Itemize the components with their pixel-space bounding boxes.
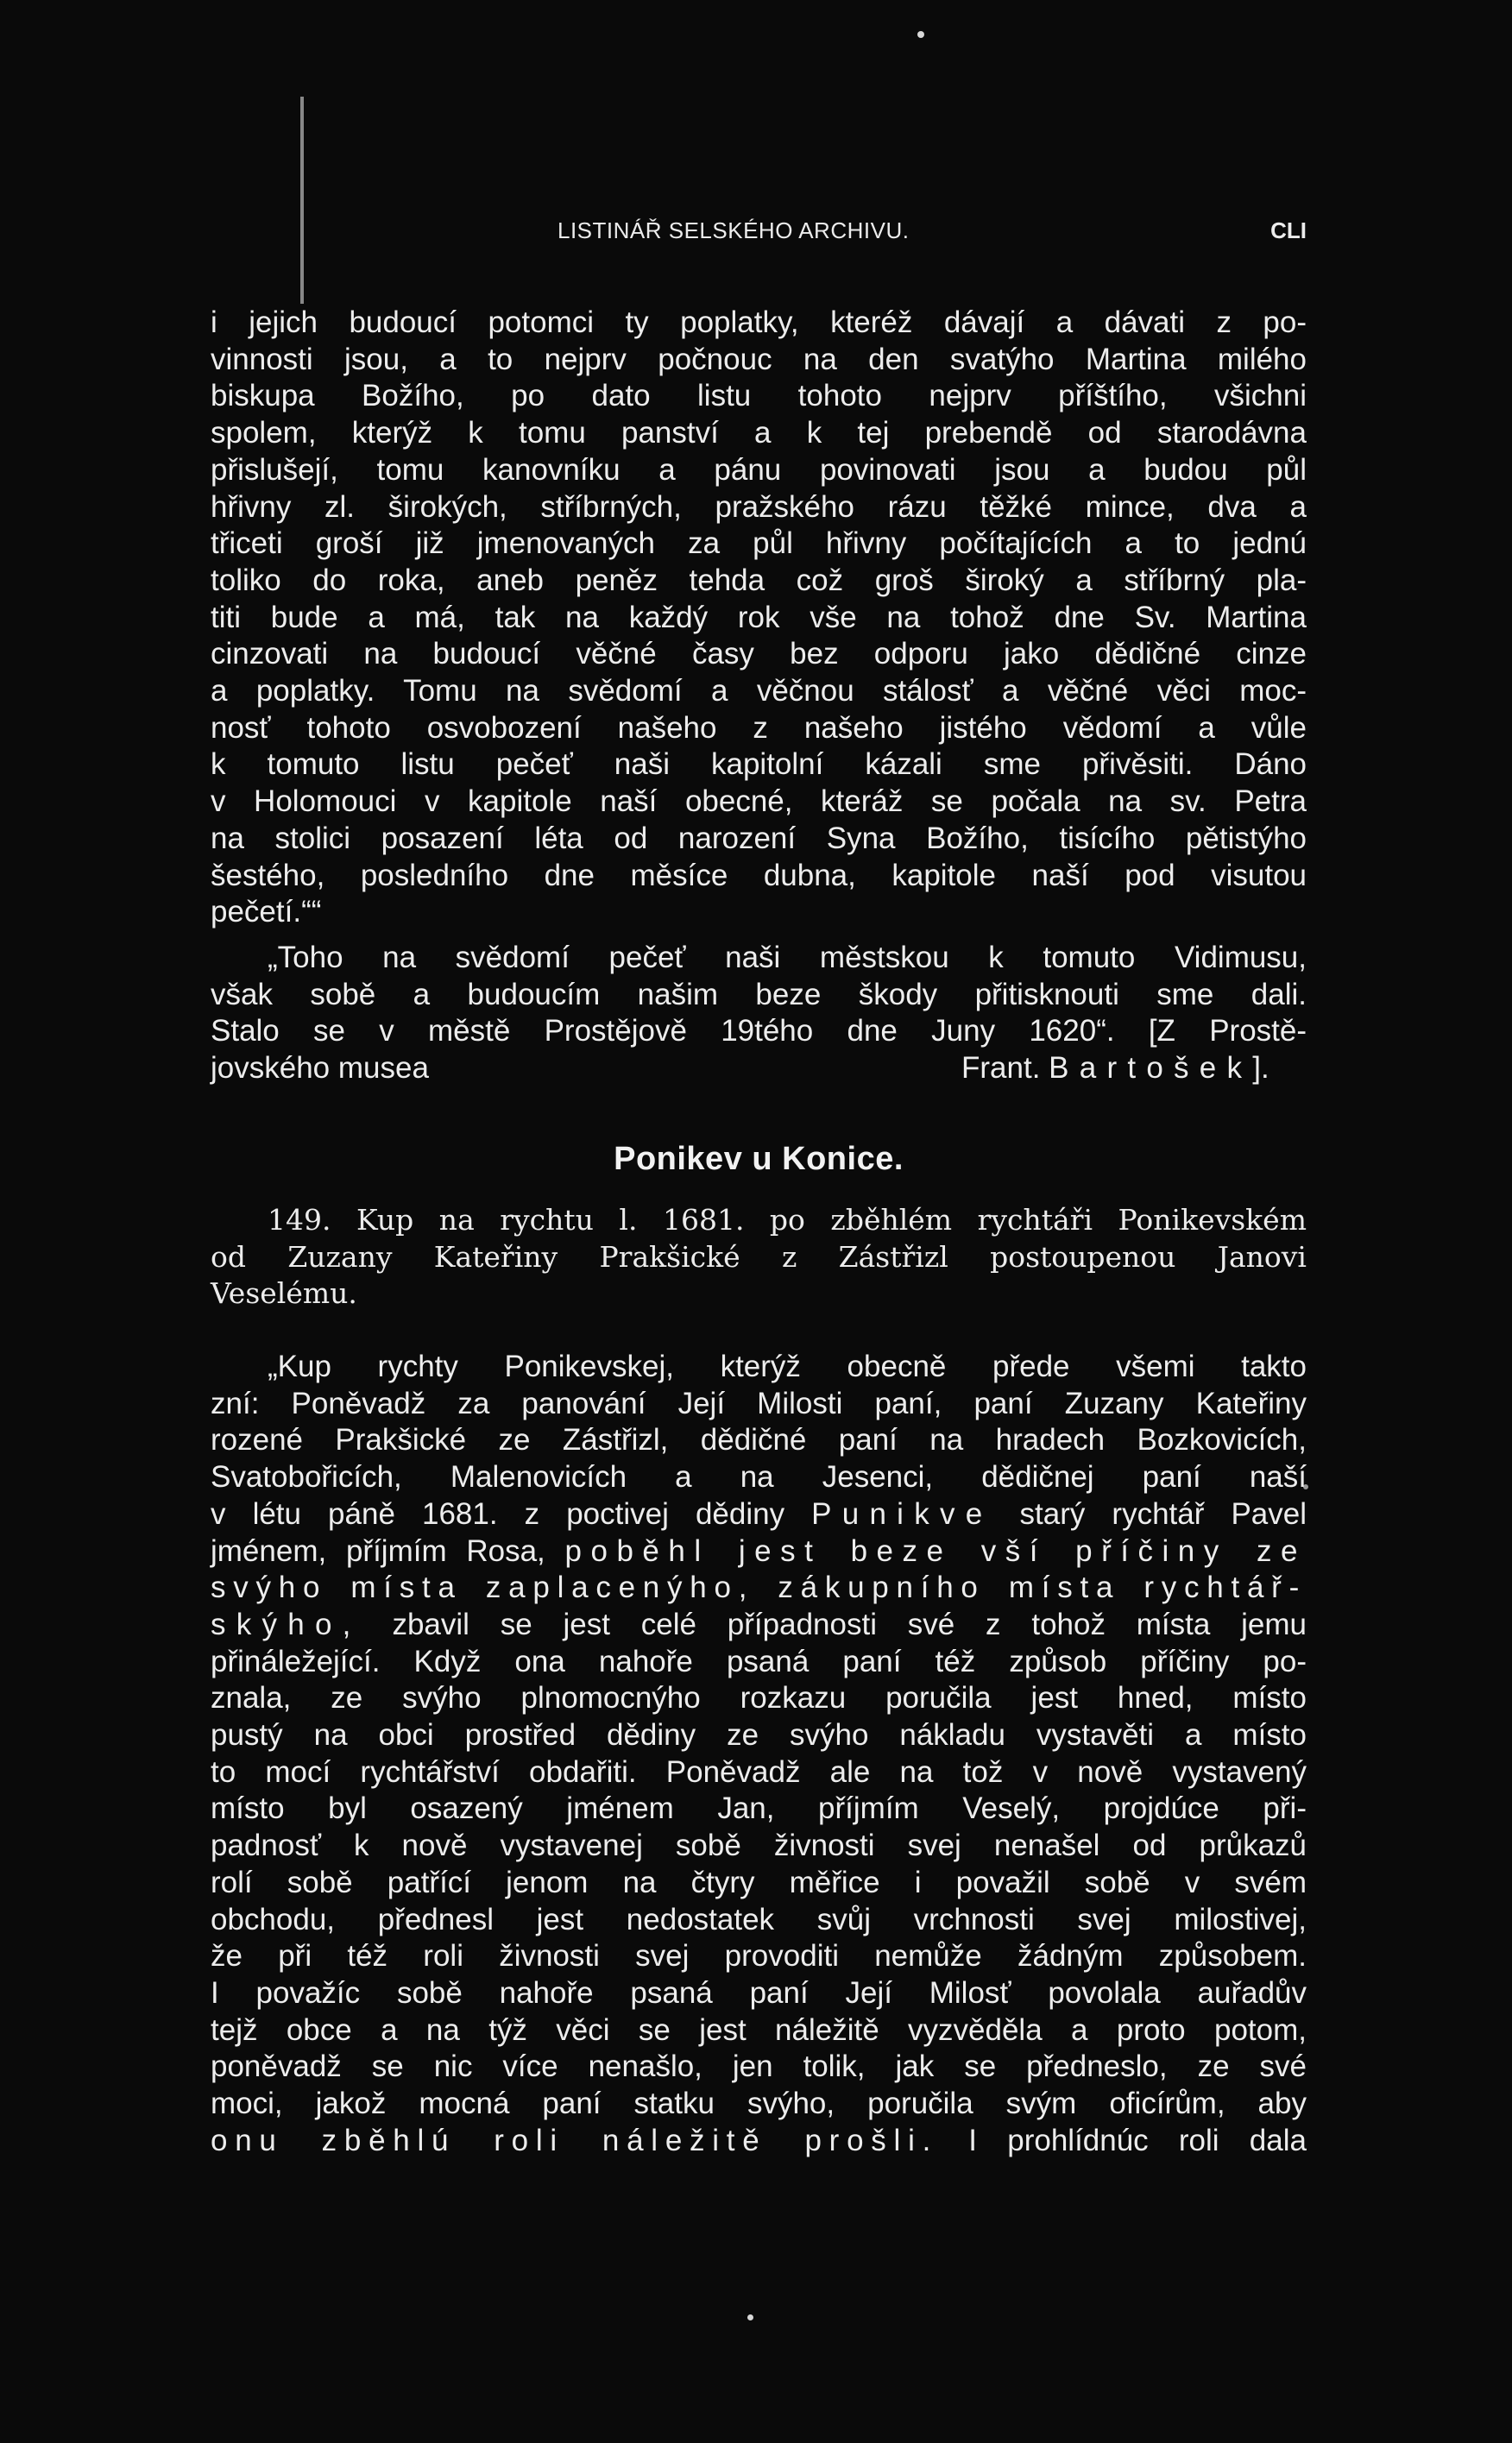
text-line: moci, jakož mocná paní statku svýho, poručila svým oficírům, aby [211,2087,1307,2121]
text-line: Svatobořicích, Malenovicích a na Jesenci, dědičnej paní naší [211,1460,1307,1495]
text-line: pustý na obci prostřed dědiny ze svýho nákladu vystavěti a místo [211,1718,1307,1753]
paragraph-charter-continuation [211,305,1307,931]
paragraph-kup-rychty [211,1349,1307,2159]
text-line: „Kup rychty Ponikevskej, kterýž obecně přede všemi takto [268,1350,1307,1383]
running-header [211,217,1307,249]
text-line: třiceti groší již jmenovaných za půl hřivny počítajících a to jednú [211,526,1307,561]
ink-speck [747,2314,753,2320]
text-line: hřivny zl. širokých, stříbrných, pražského rázu těžké mince, dva a [211,489,1307,524]
text-segment: starý rychtář Pavel [1019,1496,1307,1531]
text-line: místo byl osazený jménem Jan, příjmím Veselý, projdúce při- [211,1791,1307,1826]
text-line: a poplatky. Tomu na svědomí a věčnou stálosť a věčné věci moc- [211,674,1307,708]
text-line: padnosť k nově vystavenej sobě živnosti svej nenašel od průkazů [211,1829,1307,1863]
text-line: přináležející. Když ona nahoře psaná paní též způsob příčiny po- [211,1644,1307,1678]
margin-rule [300,97,304,304]
text-line: přislušejí, tomu kanovníku a pánu povinovati jsou a budou půl [211,452,1307,487]
spaced-phrase: onu zběhlú roli náležitě prošli. [211,2123,939,2157]
text-line: spolem, kterýž k tomu panství a k tej prebendě od starodávna [211,416,1307,450]
text-line [211,1496,1307,1533]
text-line: poněvadž se nic více nenašlo, jen tolik, jak se předneslo, ze své [211,2049,1307,2084]
text-line: nosť tohoto osvobození našeho z našeho jistého vědomí a vůle [211,710,1307,745]
text-line: pečetí.““ [211,895,322,929]
text-line: že při též roli živnosti svej provoditi nemůže žádným způsobem. [211,1939,1307,1974]
text-segment: zbavil se jest celé případnosti své z tohož místa jemu [392,1607,1307,1641]
section-heading: Ponikev u Konice. [614,1141,904,1177]
text-segment: v létu páně 1681. z poctivej dědiny [211,1496,785,1531]
signature-surname: Bartošek [1049,1051,1253,1086]
entry-number: 149. [268,1203,331,1237]
text-line: I považíc sobě nahoře psaná paní Její Milosť povolala auřadův [211,1975,1307,2010]
text-line: titi bude a má, tak na každý rok vše na tohož dne Sv. Martina [211,600,1307,634]
text-line: k tomuto listu pečeť naši kapitolní kázali sme přivěsiti. Dáno [211,747,1307,782]
text-segment: jménem, příjmím Rosa, [211,1533,545,1568]
text-line: v Holomouci v kapitole naší obecné, kteráž se počala na sv. Petra [211,784,1307,819]
entry-line: Veselému. [211,1276,357,1310]
text-line: to mocí rychtářství obdařiti. Poněvadž ale na tož v nově vystavený [211,1754,1307,1789]
text-line: šestého, posledního dne měsíce dubna, kapitole naší pod visutou [211,858,1307,892]
text-line: cinzovati na budoucí věčné časy bez odporu jako dědičné cinze [211,637,1307,671]
entry-149 [211,1202,1307,1313]
spaced-line: svýho místa zaplacenýho, zákupního místa rychtář- [211,1571,1307,1605]
text-line: i jejich budoucí potomci ty poplatky, kteréž dávají a dávati z po- [211,305,1307,339]
spaced-word: Punikve [811,1496,993,1531]
closing-bracket: ]. [1252,1051,1269,1086]
header-title: LISTINÁŘ SELSKÉHO ARCHIVU. [558,217,910,243]
text-line: však sobě a budoucím našim beze škody přitisknouti sme dali. [211,977,1307,1011]
spaced-word: skýho, [211,1607,362,1641]
text-line: rolí sobě patřící jenom na čtyry měřice i považil sobě v svém [211,1865,1307,1899]
page-number: CLI [1270,217,1307,243]
text-line: toliko do roka, aneb peněz tehda což groš široký a stříbrný pla- [211,563,1307,597]
entry-line [211,1202,1307,1239]
text-line [211,1607,1307,1644]
text-line: zní: Poněvadž za panování Její Milosti paní, paní Zuzany Kateřiny [211,1386,1307,1420]
signature [961,1050,1269,1087]
text-line: vinnosti jsou, a to nejprv počnouc na den svatýho Martina milého [211,342,1307,376]
ink-speck [917,31,924,38]
text-line: znala, ze svýho plnomocnýho rozkazu poručila jest hned, místo [211,1681,1307,1716]
source-note: jovského musea [211,1051,429,1086]
text-line: „Toho na svědomí pečeť naši městskou k tomuto Vidimusu, [268,941,1307,974]
text-line: na stolici posazení léta od narození Syna Božího, tisícího pětistýho [211,821,1307,855]
text-line: obchodu, přednesl jest nedostatek svůj vrchnosti svej milostivej, [211,1902,1307,1936]
paragraph-vidimus [211,940,1307,1087]
text-segment: I prohlídnúc roli dala [968,2123,1307,2157]
signature-first-name: Frant. [961,1051,1041,1086]
text-line: tejž obce a na týž věci se jest náležitě vyzvěděla a proto potom, [211,2012,1307,2047]
entry-line: od Zuzany Kateřiny Prakšické z Zástřizl postoupenou Janovi [211,1239,1307,1274]
text-line [211,1533,1307,1571]
entry-title: Kup na rychtu l. 1681. po zběhlém rychtáři Ponikevském [356,1203,1307,1237]
text-line-signature [211,1050,1307,1087]
text-line: Stalo se v městě Prostějově 19tého dne Juny 1620“. [Z Prostě- [211,1014,1307,1048]
text-line: rozené Prakšické ze Zástřizl, dědičné paní na hradech Bozkovicích, [211,1423,1307,1458]
text-line: biskupa Božího, po dato listu tohoto nejprv příštího, všichni [211,379,1307,413]
text-line [211,2123,1307,2160]
spaced-phrase: poběhl jest beze vší příčiny ze [564,1533,1307,1568]
